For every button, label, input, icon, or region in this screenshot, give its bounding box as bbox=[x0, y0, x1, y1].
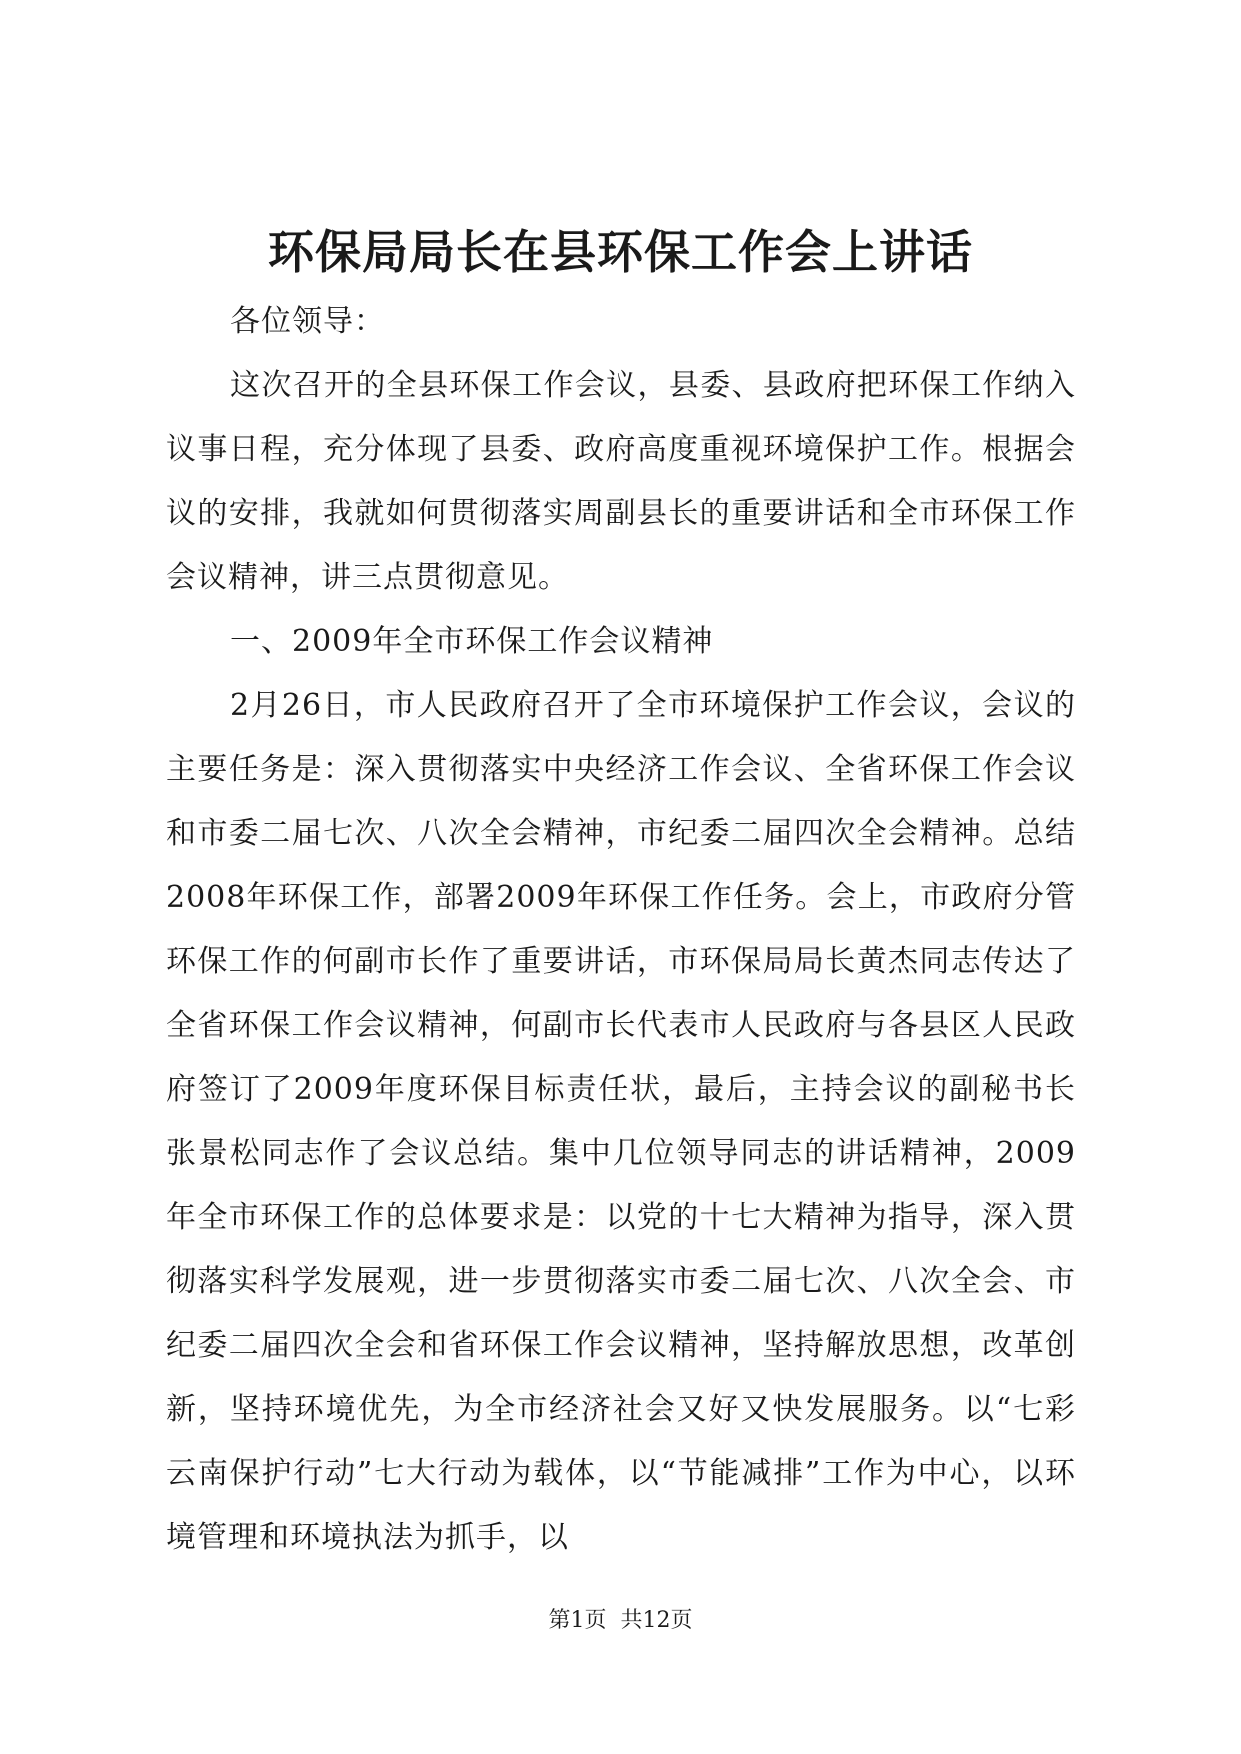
document-body bbox=[166, 290, 1076, 1570]
document-title: 环保局局长在县环保工作会上讲话 bbox=[268, 225, 973, 279]
salutation-paragraph: 各位领导： bbox=[230, 304, 385, 339]
section-1-paragraph: 2月26日，市人民政府召开了全市环境保护工作会议，会议的主要任务是：深入贯彻落实中央经济工作会议、全省环保工作会议和市委二届七次、八次全会精神，市纪委二届四次全会精神。总结2008年环保工作，部署2009年环保工作任务。会上，市政府分管环保工作的何副市长作了重要讲话，市环保局局长黄杰同志传达了全省环保工作会议精神，何副市长代表市人民政府与各县区人民政府签订了2009年度环保目标责任状，最后，主持会议的副秘书长张景松同志作了会议总结。集中几位领导同志的讲话精神，2009年全市环保工作的总体要求是：以党的十七大精神为指导，深入贯彻落实科学发展观，进一步贯彻落实市委二届七次、八次全会、市纪委二届四次全会和省环保工作会议精神，坚持解放思想，改革创新，坚持环境优先，为全市经济社会又好又快发展服务。以“七彩云南保护行动”七大行动为载体，以“节能减排”工作为中心，以环境管理和环境执法为抓手，以 bbox=[166, 688, 1076, 1555]
page-number: 第1页 共12页 bbox=[548, 1608, 693, 1633]
section-heading-1: 一、2009年全市环保工作会议精神 bbox=[230, 624, 714, 659]
intro-paragraph: 这次召开的全县环保工作会议，县委、县政府把环保工作纳入议事日程，充分体现了县委、政府高度重视环境保护工作。根据会议的安排，我就如何贯彻落实周副县长的重要讲话和全市环保工作会议精神，讲三点贯彻意见。 bbox=[166, 368, 1076, 595]
page-footer bbox=[0, 1606, 1241, 1636]
